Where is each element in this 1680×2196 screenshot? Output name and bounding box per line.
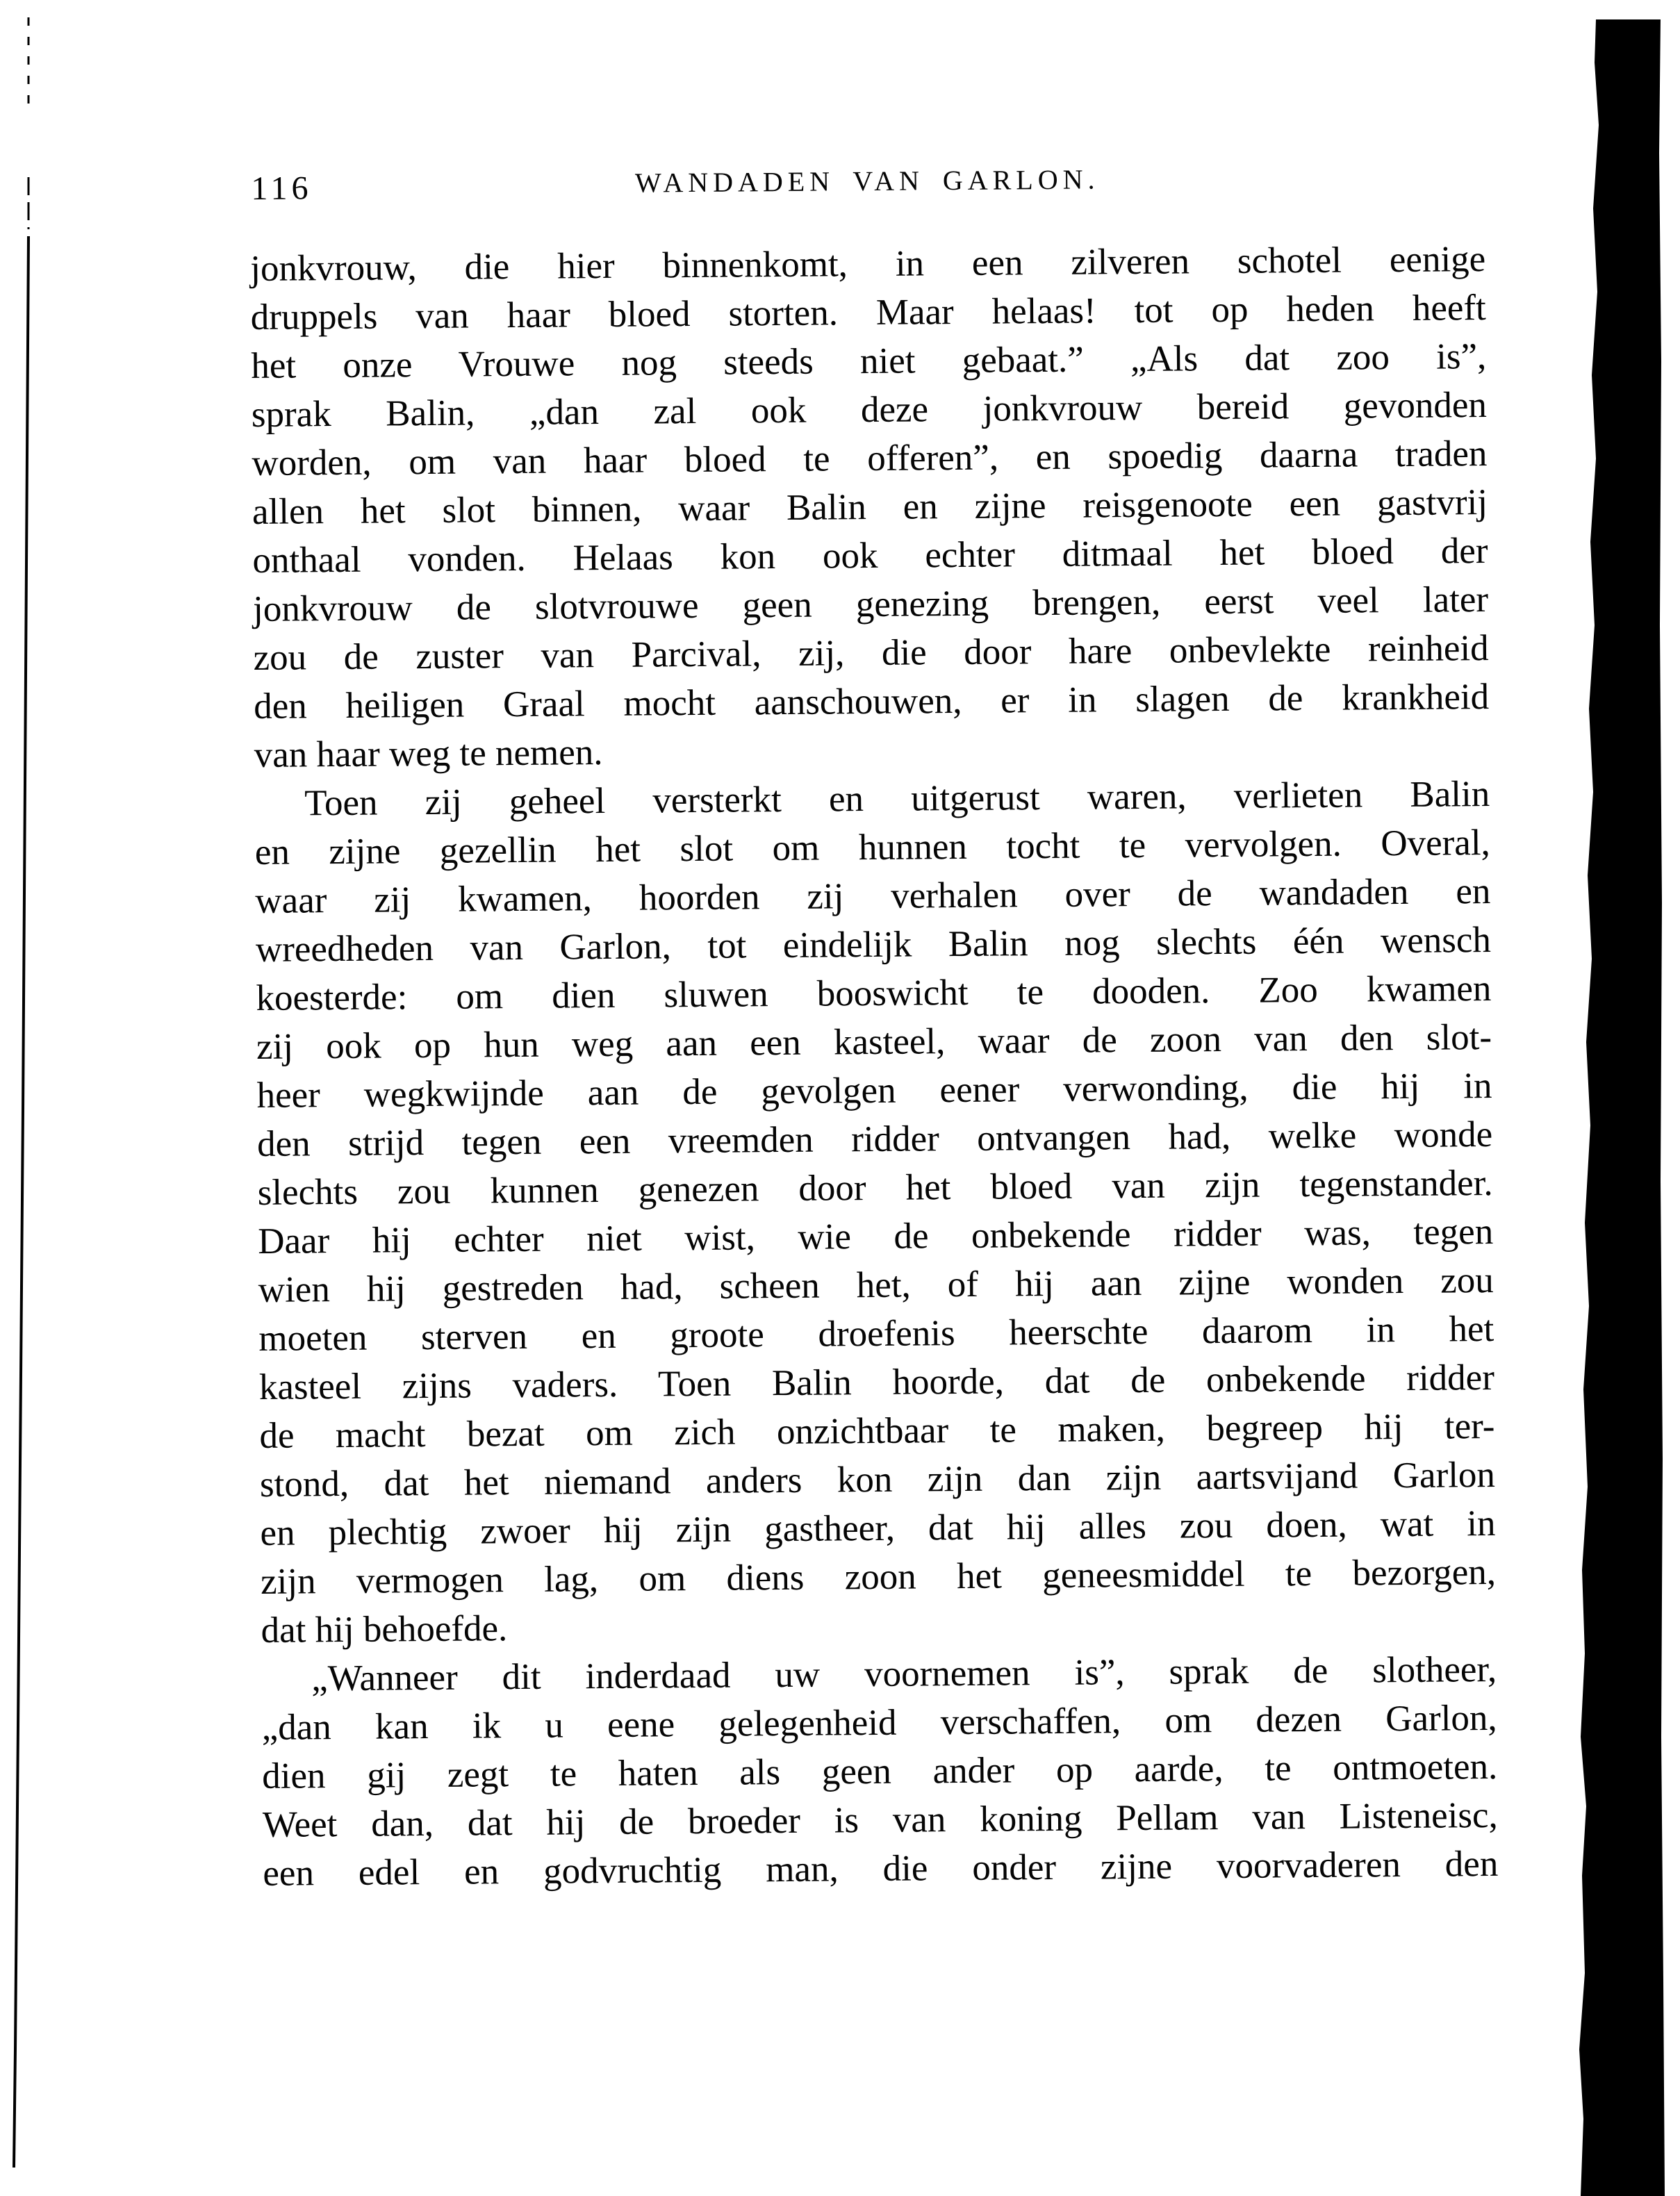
text-line: jonkvrouw, die hier binnenkomt, in een zilveren schotel eenige xyxy=(250,239,1486,289)
page-content xyxy=(249,154,1499,1898)
text-line: zou de zuster van Parcival, zij, die door hare onbevlekte reinheid xyxy=(253,628,1489,678)
text-line: wreedheden van Garlon, tot eindelijk Balin nog slechts één wensch xyxy=(255,920,1492,970)
body-text xyxy=(250,235,1499,1898)
text-line: onthaal vonden. Helaas kon ook echter ditmaal het bloed der xyxy=(252,531,1488,581)
text-line: waar zij kwamen, hoorden zij verhalen over de wandaden en xyxy=(255,871,1491,921)
text-line: het onze Vrouwe nog steeds niet gebaat.” „Als dat zoo is”, xyxy=(251,336,1487,386)
text-line: allen het slot binnen, waar Balin en zijne reisgenoote een gastvrij xyxy=(252,482,1488,532)
text-line: een edel en godvruchtig man, die onder zijne voorvaderen den xyxy=(263,1843,1499,1894)
text-line: kasteel zijns vaders. Toen Balin hoorde, dat de onbekende ridder xyxy=(258,1357,1495,1407)
text-line: dat hij behoefde. xyxy=(261,1608,508,1651)
text-line: worden, om van haar bloed te offeren”, en spoedig daarna traden xyxy=(252,434,1488,484)
text-line: Toen zij geheel versterkt en uitgerust waren, verlieten Balin xyxy=(304,774,1490,824)
text-line: den strijd tegen een vreemden ridder ontvangen had, welke wonde xyxy=(256,1114,1493,1164)
text-line: zij ook op hun weg aan een kasteel, waar de zoon van den slot- xyxy=(256,1017,1492,1067)
text-line: moeten sterven en groote droefenis heerschte daarom in het xyxy=(258,1308,1494,1359)
text-line: en plechtig zwoer hij zijn gastheer, dat hij alles zou doen, wat in xyxy=(260,1503,1496,1553)
text-line: en zijne gezellin het slot om hunnen tocht te vervolgen. Overal, xyxy=(254,823,1491,873)
text-line: sprak Balin, „dan zal ook deze jonkvrouw bereid gevonden xyxy=(251,385,1488,435)
text-line: druppels van haar bloed storten. Maar helaas! tot op heden heeft xyxy=(250,288,1486,338)
text-line: dien gij zegt te haten als geen ander op aarde, te ontmoeten. xyxy=(262,1746,1498,1797)
text-line: zijn vermogen lag, om diens zoon het geneesmiddel te bezorgen, xyxy=(260,1551,1497,1602)
text-line: de macht bezat om zich onzichtbaar te maken, begreep hij ter- xyxy=(259,1405,1495,1456)
text-line: van haar weg te nemen. xyxy=(254,732,603,775)
text-line: „Wanneer dit inderdaad uw voornemen is”, sprak de slotheer, xyxy=(311,1649,1497,1699)
text-line: koesterde: om dien sluwen booswicht te dooden. Zoo kwamen xyxy=(256,968,1492,1018)
text-line: Daar hij echter niet wist, wie de onbekende ridder was, tegen xyxy=(258,1211,1494,1262)
text-line: slechts zou kunnen genezen door het bloed van zijn tegenstander. xyxy=(257,1162,1493,1213)
text-line: den heiligen Graal mocht aanschouwen, er in slagen de krankheid xyxy=(253,677,1490,727)
page-header xyxy=(249,154,1485,245)
text-line: jonkvrouw de slotvrouwe geen genezing brengen, eerst veel later xyxy=(252,579,1489,629)
page-number: 116 xyxy=(251,170,313,207)
text-line: „dan kan ik u eene gelegenheid verschaffen, om dezen Garlon, xyxy=(261,1697,1497,1748)
text-line: heer wegkwijnde aan de gevolgen eener verwonding, die hij in xyxy=(256,1065,1492,1116)
text-line: stond, dat het niemand anders kon zijn dan zijn aartsvijand Garlon xyxy=(259,1454,1496,1505)
page-edge-line xyxy=(0,0,83,2196)
text-line: Weet dan, dat hij de broeder is van koning Pellam van Listeneisc, xyxy=(262,1794,1499,1845)
scan-gutter-shadow xyxy=(1574,0,1680,2196)
text-line: wien hij gestreden had, scheen het, of hij aan zijne wonden zou xyxy=(258,1260,1494,1310)
running-header-title: WANDADEN VAN GARLON. xyxy=(634,163,1100,199)
